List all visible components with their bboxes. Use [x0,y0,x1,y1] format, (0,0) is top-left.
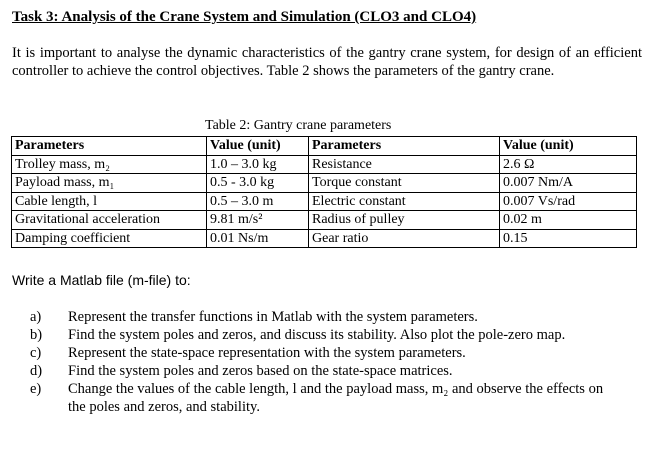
task-item-b [30,326,610,344]
instruction-prompt: Write a Matlab file (m-file) to: [12,272,191,288]
header-cell: Parameters [12,137,207,156]
table-cell: Resistance [309,155,500,174]
table-cell: 0.15 [500,229,637,248]
task-marker: a) [30,309,42,325]
header-cell: Value (unit) [207,137,309,156]
table-cell: 0.007 Nm/A [500,174,637,193]
table-cell: Gravitational acceleration [12,211,207,230]
table-cell: Gear ratio [309,229,500,248]
header-cell: Parameters [309,137,500,156]
table-row [12,174,637,193]
table-cell: 2.6 Ω [500,155,637,174]
task-text: Find the system poles and zeros based on the state-space matrices. [68,363,453,379]
table-cell: Payload mass, m₁ [12,174,207,193]
task-text: Represent the transfer functions in Matlab with the system parameters. [68,309,478,325]
task-heading: Task 3: Analysis of the Crane System and Simulation (CLO3 and CLO4) [12,9,477,25]
task-marker: e) [30,381,42,397]
table-cell: Trolley mass, m₂ [12,155,207,174]
table-cell: 0.5 – 3.0 m [207,192,309,211]
table-cell: 9.81 m/s² [207,211,309,230]
task-text: Find the system poles and zeros, and discuss its stability. Also plot the pole-zero map. [68,327,566,343]
table-cell: 1.0 – 3.0 kg [207,155,309,174]
table-header-row [12,137,637,156]
task-item-c [30,344,610,362]
table-cell: Electric constant [309,192,500,211]
table-caption: Table 2: Gantry crane parameters [205,118,392,133]
table-cell: 0.007 Vs/rad [500,192,637,211]
table-row [12,229,637,248]
table-cell: Damping coefficient [12,229,207,248]
task-marker: c) [30,345,42,361]
task-marker: b) [30,327,43,343]
task-item-d [30,362,610,380]
task-item-a [30,308,610,326]
table-cell: 0.02 m [500,211,637,230]
task-text: Represent the state-space representation with the system parameters. [68,345,466,361]
parameters-table [11,136,637,248]
table-cell: Cable length, l [12,192,207,211]
table-row [12,155,637,174]
task-list [30,308,610,416]
table-cell: 0.5 - 3.0 kg [207,174,309,193]
task-marker: d) [30,363,43,379]
table-cell: Torque constant [309,174,500,193]
header-cell: Value (unit) [500,137,637,156]
task-text: Change the values of the cable length, l and the payload mass, m₂ and observe the effects on the poles and zeros, and stability. [68,381,604,415]
table-row [12,211,637,230]
table-cell: 0.01 Ns/m [207,229,309,248]
task-item-e [30,380,610,416]
intro-paragraph: It is important to analyse the dynamic characteristics of the gantry crane system, for design of an efficient controller to achieve the control objectives. Table 2 shows the parameters of the gantry crane. [12,45,642,79]
table-row [12,192,637,211]
table-cell: Radius of pulley [309,211,500,230]
